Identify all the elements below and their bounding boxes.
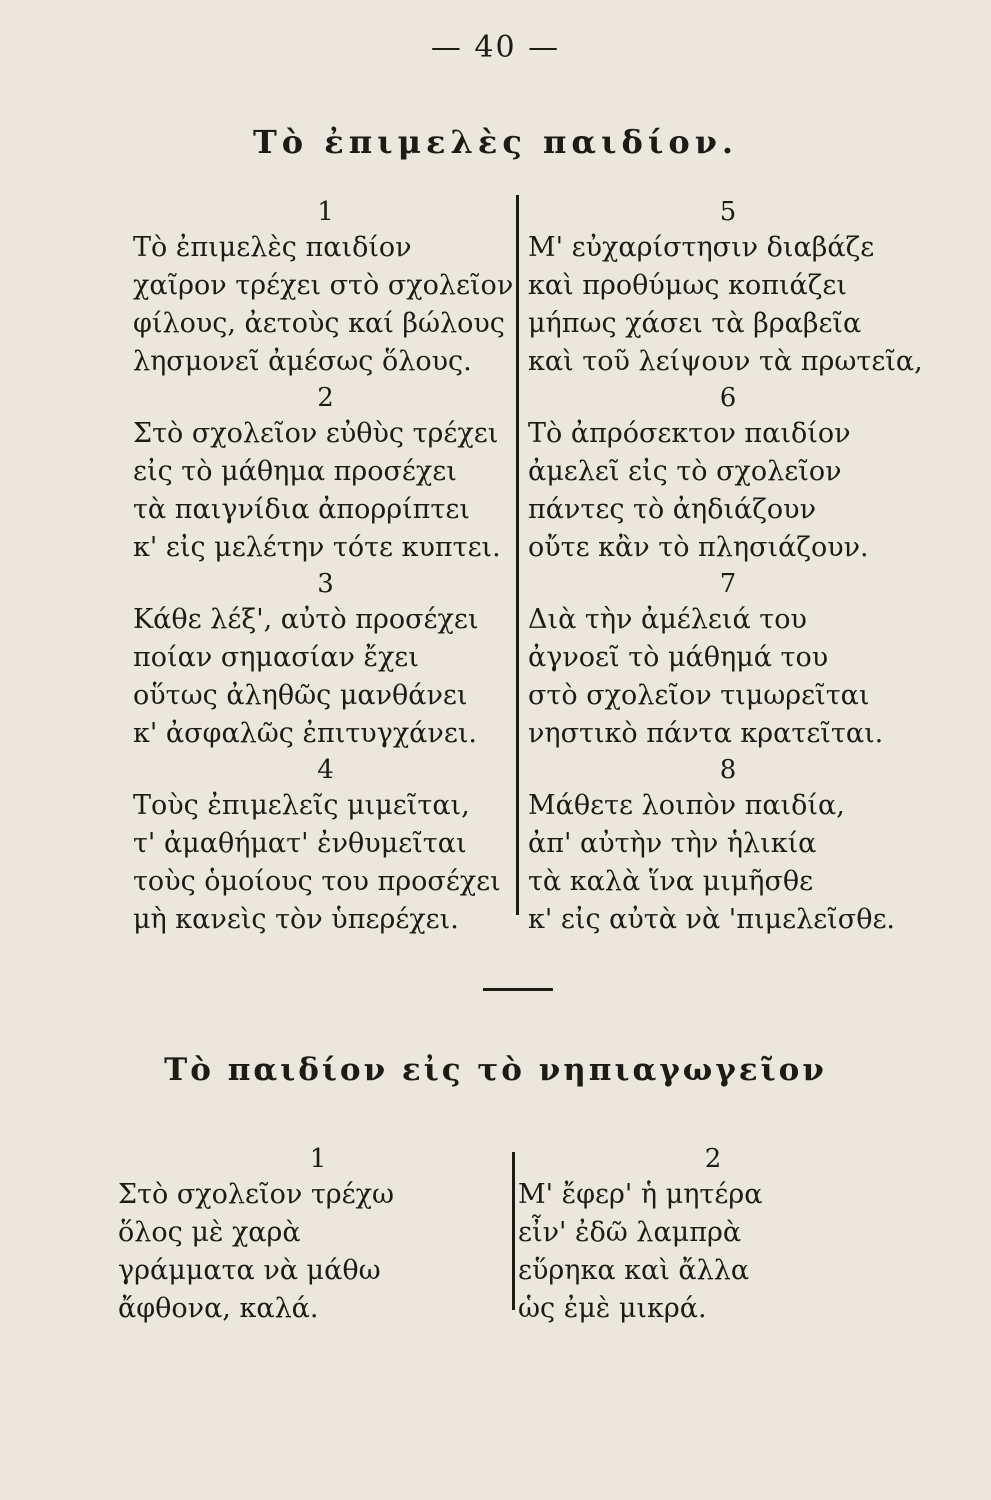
verse-line: ὅλος μὲ χαρὰ <box>118 1217 301 1248</box>
stanza <box>133 753 518 939</box>
column-divider <box>512 1152 515 1310</box>
verse-line: τὰ καλὰ ἵνα μιμῆσθε <box>528 866 814 897</box>
poem-1-left-column <box>133 195 518 939</box>
stanza-number: 8 <box>719 755 737 785</box>
verse-line: Τὸ ἐπιμελὲς παιδίον <box>133 232 412 263</box>
verse-line: οὔτε κἂν τὸ πλησιάζουν. <box>528 532 869 563</box>
verse-line: ἀμελεῖ εἰς τὸ σχολεῖον <box>528 456 842 487</box>
poem-2-right-column <box>518 1142 908 1328</box>
stanza-number: 5 <box>719 197 737 227</box>
page-number: — 40 — <box>430 30 561 65</box>
stanza <box>118 1142 518 1328</box>
verse-line: κ' ἀσφαλῶς ἐπιτυγχάνει. <box>133 718 477 749</box>
verse-line: τὰ παιγνίδια ἀπορρίπτει <box>133 494 470 525</box>
poem-1-right-column <box>528 195 928 939</box>
poem-2-left-column <box>118 1142 518 1328</box>
poem-2-title: Τὸ παιδίον εἰς τὸ νηπιαγωγεῖον <box>164 1052 827 1088</box>
verse-line: νηστικὸ πάντα κρατεῖται. <box>528 718 884 749</box>
verse-line: ὡς ἐμὲ μικρά. <box>518 1293 707 1324</box>
verse-line: κ' εἰς μελέτην τότε κυπτει. <box>133 532 501 563</box>
stanza-number: 7 <box>719 569 737 599</box>
column-divider <box>516 195 519 915</box>
verse-line: εἰς τὸ μάθημα προσέχει <box>133 456 457 487</box>
verse-line: χαῖρον τρέχει στὸ σχολεῖον <box>133 270 514 301</box>
stanza <box>133 381 518 567</box>
verse-line: καὶ προθύμως κοπιάζει <box>528 270 847 301</box>
stanza <box>528 753 928 939</box>
verse-line: ἄφθονα, καλά. <box>118 1293 319 1324</box>
verse-line: τ' ἀμαθήματ' ἐνθυμεῖται <box>133 828 467 859</box>
verse-line: μήπως χάσει τὰ βραβεῖα <box>528 308 862 339</box>
stanza-number: 1 <box>317 197 334 227</box>
verse-line: Στὸ σχολεῖον τρέχω <box>118 1179 395 1210</box>
verse-line: λησμονεῖ ἀμέσως ὅλους. <box>133 346 472 377</box>
stanza <box>133 195 518 381</box>
stanza-number: 3 <box>317 569 334 599</box>
verse-line: Διὰ τὴν ἀμέλειά του <box>528 604 807 635</box>
stanza <box>518 1142 908 1328</box>
verse-line: ποίαν σημασίαν ἔχει <box>133 642 419 673</box>
verse-line: Μ' εὐχαρίστησιν διαβάζε <box>528 232 875 263</box>
verse-line: Τὸ ἀπρόσεκτον παιδίον <box>528 418 851 449</box>
verse-line: Μ' ἔφερ' ἡ μητέρα <box>518 1179 763 1210</box>
poem-1-title: Τὸ ἐπιμελὲς παιδίον. <box>252 123 739 161</box>
verse-line: εὕρηκα καὶ ἄλλα <box>518 1255 750 1286</box>
section-divider <box>483 988 553 991</box>
stanza-number: 2 <box>704 1144 722 1174</box>
verse-line: τοὺς ὁμοίους του προσέχει <box>133 866 501 897</box>
verse-line: Στὸ σχολεῖον εὐθὺς τρέχει <box>133 418 499 449</box>
verse-line: κ' εἰς αὐτὰ νὰ 'πιμελεῖσθε. <box>528 904 896 935</box>
verse-line: ἀπ' αὐτὴν τὴν ἡλικία <box>528 828 817 859</box>
verse-line: Μάθετε λοιπὸν παιδία, <box>528 790 845 821</box>
verse-line: οὕτως ἀληθῶς μανθάνει <box>133 680 468 711</box>
verse-line: μὴ κανεὶς τὸν ὑπερέχει. <box>133 904 459 935</box>
verse-line: εἶν' ἐδῶ λαμπρὰ <box>518 1217 742 1248</box>
stanza-number: 6 <box>719 383 737 413</box>
stanza <box>528 381 928 567</box>
stanza <box>528 195 928 381</box>
stanza-number: 1 <box>309 1144 327 1174</box>
verse-line: πάντες τὸ ἀηδιάζουν <box>528 494 816 525</box>
verse-line: ἀγνοεῖ τὸ μάθημά του <box>528 642 829 673</box>
verse-line: καὶ τοῦ λείψουν τὰ πρωτεῖα, <box>528 346 923 377</box>
stanza-number: 2 <box>317 383 334 413</box>
stanza <box>528 567 928 753</box>
verse-line: στὸ σχολεῖον τιμωρεῖται <box>528 680 870 711</box>
stanza-number: 4 <box>317 755 334 785</box>
verse-line: φίλους, ἀετοὺς καί βώλους <box>133 308 505 339</box>
verse-line: γράμματα νὰ μάθω <box>118 1255 381 1286</box>
verse-line: Τοὺς ἐπιμελεῖς μιμεῖται, <box>133 790 470 821</box>
verse-line: Κάθε λέξ', αὐτὸ προσέχει <box>133 604 479 635</box>
stanza <box>133 567 518 753</box>
